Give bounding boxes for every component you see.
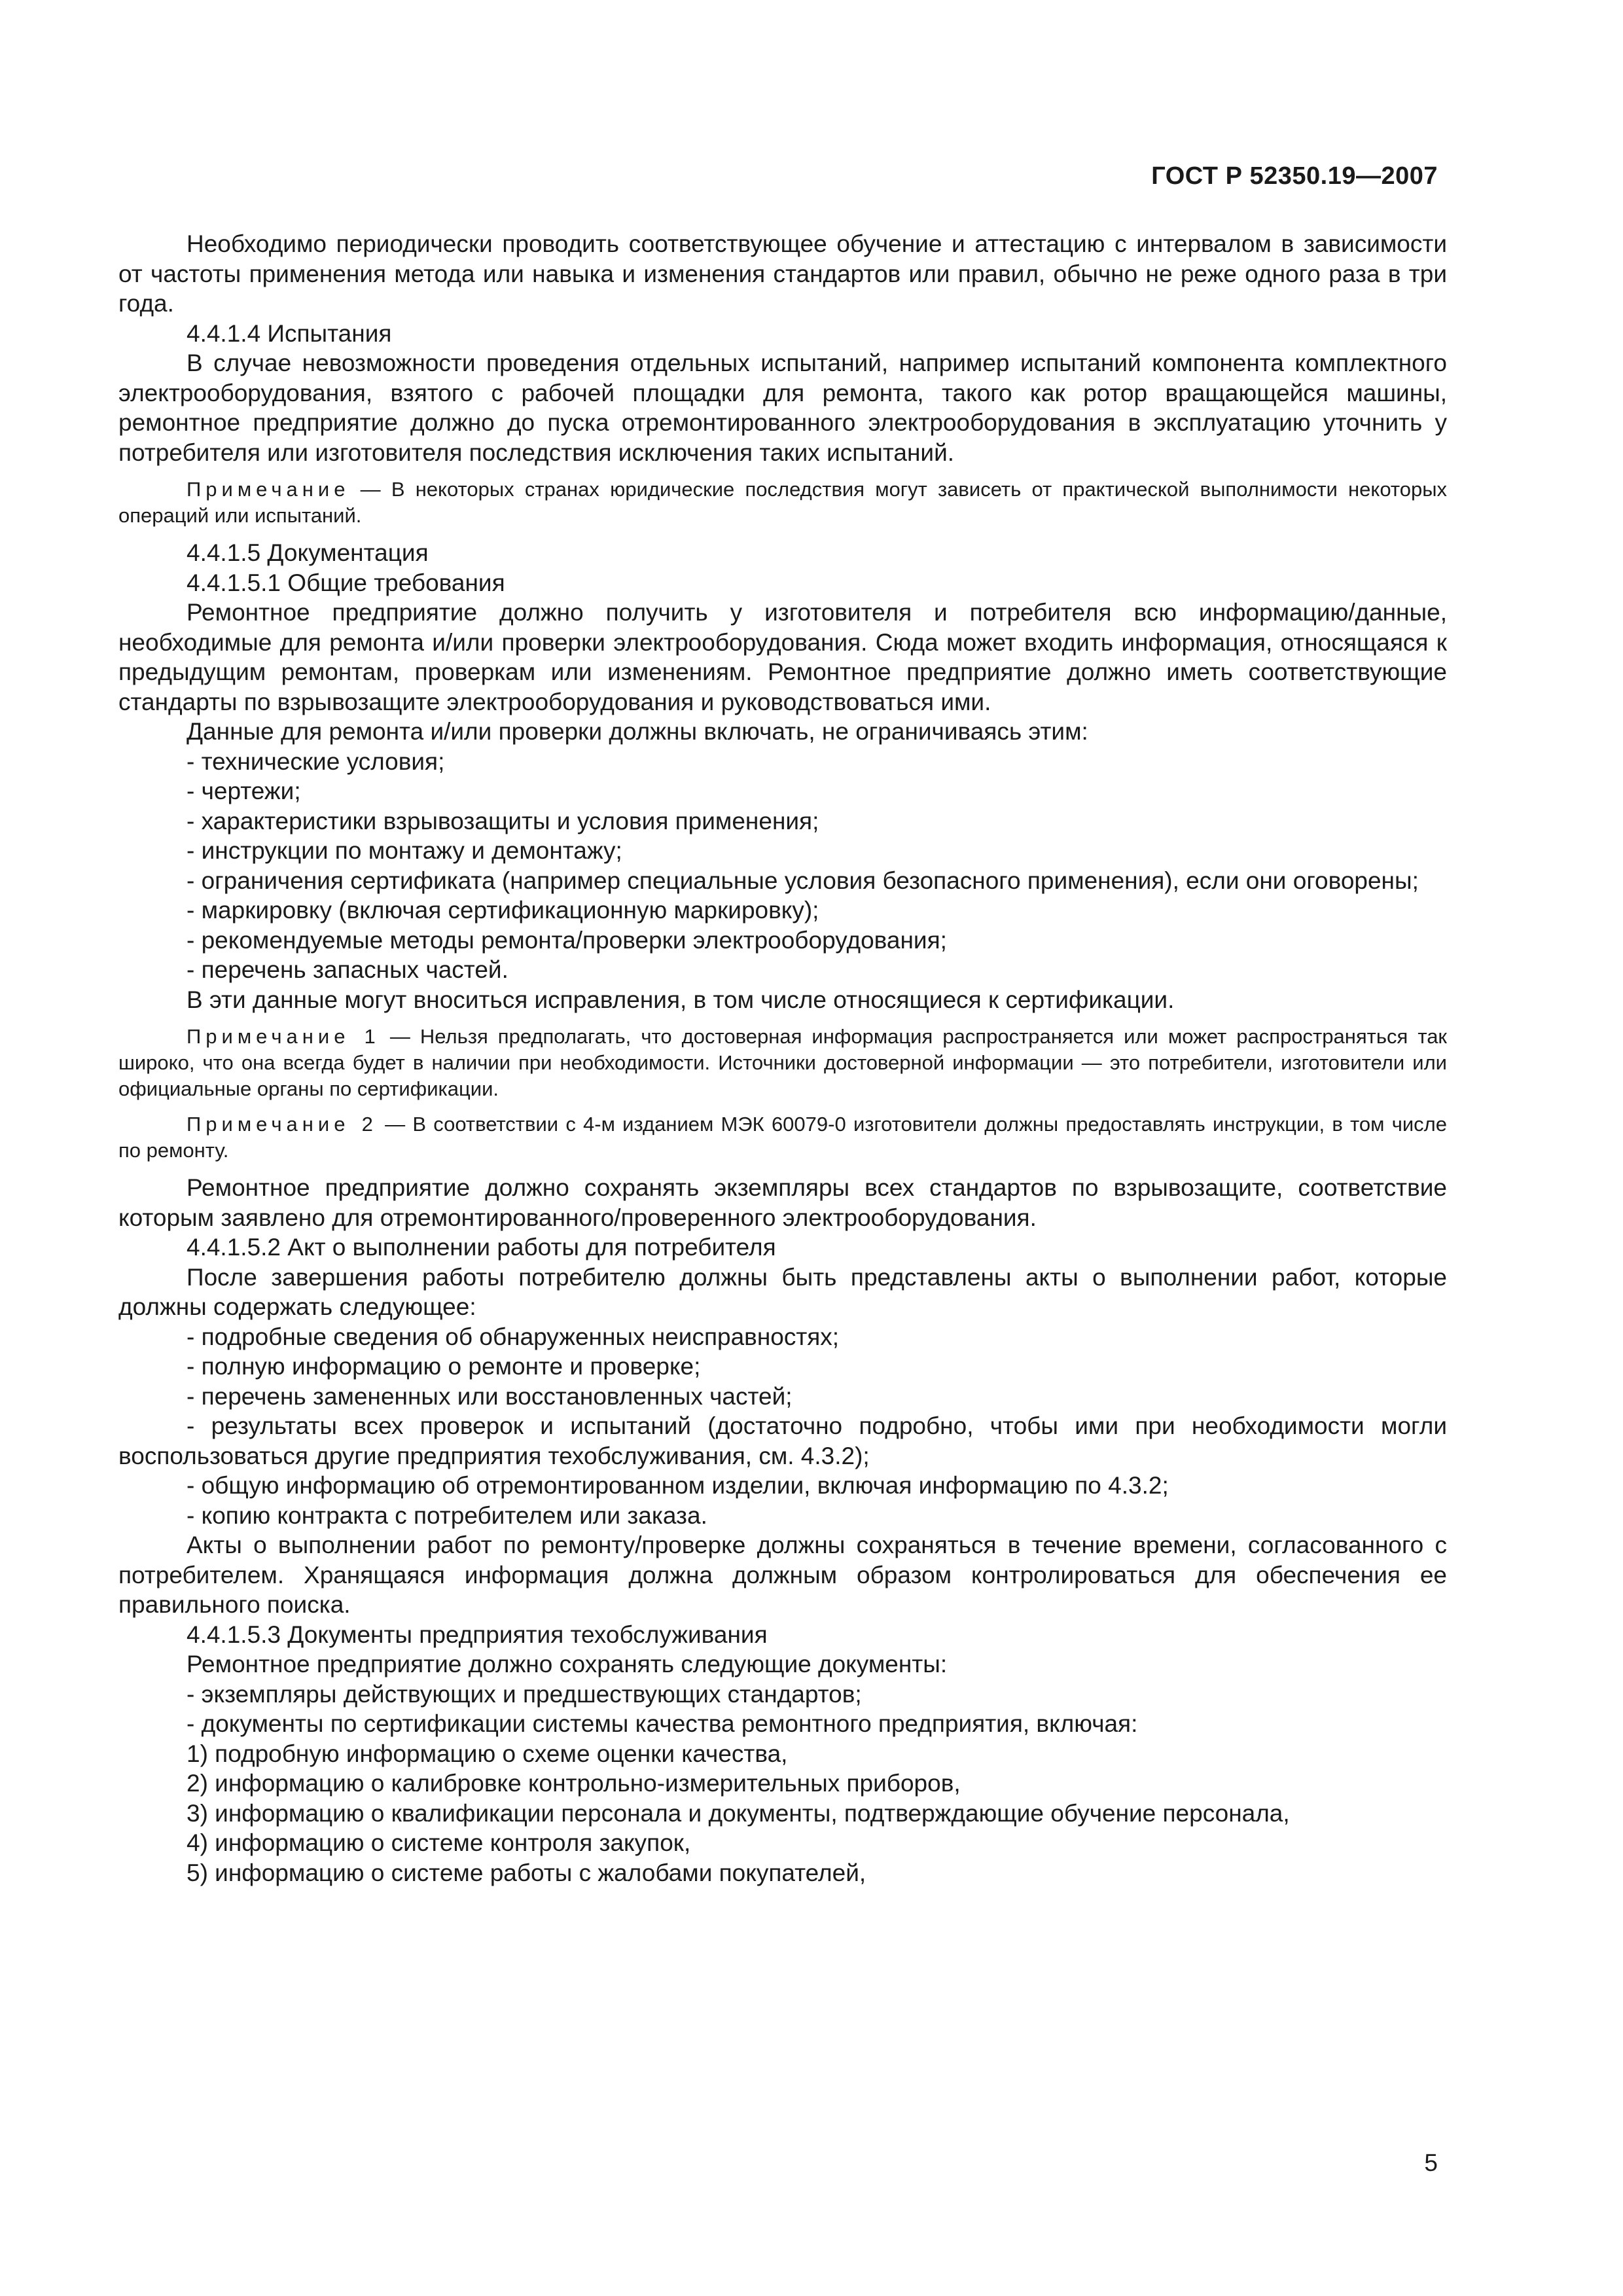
list-item: - результаты всех проверок и испытаний (достаточно подробно, чтобы ими при необходимости могли воспользоваться другие предприятия техобслуживания, см. 4.3.2); (118, 1412, 1447, 1469)
list-item: - общую информацию об отремонтированном изделии, включая информацию по 4.3.2; (187, 1472, 1169, 1499)
list-item: 1) подробную информацию о схеме оценки качества, (187, 1740, 788, 1767)
list-item: 3) информацию о квалификации персонала и документы, подтверждающие обучение персонала, (187, 1799, 1290, 1827)
list-item: 5) информацию о системе работы с жалобами покупателей, (187, 1859, 866, 1886)
note-label: Примечание 1 (187, 1025, 380, 1048)
paragraph: В случае невозможности проведения отдельных испытаний, например испытаний компонента комплектного электрооборудования, взятого с рабочей площадки для ремонта, такого как ротор вращающейся машины, ремонтное предприятие должно до пуска отремонтированного электрооборудования в эксплуатацию уточнить у потребителя или изготовителя последствия исключения таких испытаний. (118, 350, 1447, 466)
section-heading: 4.4.1.5.1 Общие требования (187, 569, 505, 596)
list-item: - чертежи; (187, 778, 301, 804)
section-heading: 4.4.1.5.3 Документы предприятия техобслуживания (187, 1621, 768, 1648)
list-item: - инструкции по монтажу и демонтажу; (187, 837, 622, 864)
list-item: - копию контракта с потребителем или заказа. (187, 1501, 707, 1529)
section-heading: 4.4.1.4 Испытания (187, 319, 392, 347)
note-text: — В соответствии с 4-м изданием МЭК 60079-0 изготовители должны предоставлять инструкции, в том числе по ремонту. (118, 1113, 1447, 1162)
document-code: ГОСТ Р 52350.19—2007 (1151, 162, 1438, 190)
list-item: - полную информацию о ремонте и проверке; (187, 1353, 701, 1380)
section-heading: 4.4.1.5 Документация (187, 539, 429, 566)
list-item: - документы по сертификации системы качества ремонтного предприятия, включая: (187, 1710, 1138, 1737)
note-text: — В некоторых странах юридические последствия могут зависеть от практической выполнимости некоторых операций или испытаний. (118, 478, 1447, 527)
paragraph: В эти данные могут вноситься исправления, в том числе относящиеся к сертификации. (187, 986, 1175, 1013)
paragraph: Ремонтное предприятие должно сохранять экземпляры всех стандартов по взрывозащите, соответствие которым заявлено для отремонтированного/проверенного электрооборудования. (118, 1174, 1447, 1231)
list-item: - характеристики взрывозащиты и условия применения; (187, 807, 819, 834)
list-item: 4) информацию о системе контроля закупок, (187, 1829, 691, 1856)
page-number: 5 (1424, 2149, 1438, 2176)
list-item: - перечень запасных частей. (187, 956, 508, 983)
note-label: Примечание (187, 478, 350, 501)
list-item: - перечень замененных или восстановленных частей; (187, 1382, 793, 1410)
note (118, 476, 1447, 529)
document-body (118, 229, 1447, 1888)
list-item: 2) информацию о калибровке контрольно-измерительных приборов, (187, 1770, 961, 1797)
list-item: - маркировку (включая сертификационную маркировку); (187, 897, 819, 924)
paragraph: Данные для ремонта и/или проверки должны включать, не ограничиваясь этим: (187, 718, 1088, 745)
list-item: - ограничения сертификата (например специальные условия безопасного применения), если они оговорены; (187, 867, 1419, 894)
paragraph: После завершения работы потребителю должны быть представлены акты о выполнении работ, которые должны содержать следующее: (118, 1263, 1447, 1320)
paragraph: Акты о выполнении работ по ремонту/проверке должны сохраняться в течение времени, согласованного с потребителем. Хранящаяся информация должна должным образом контролироваться для обеспечения ее правильного поиска. (118, 1532, 1447, 1618)
paragraph: Ремонтное предприятие должно сохранять следующие документы: (187, 1651, 948, 1677)
paragraph: Ремонтное предприятие должно получить у изготовителя и потребителя всю информацию/данные, необходимые для ремонта и/или проверки электрооборудования. Сюда может входить информация, относящаяся к предыдущим ремонтам, проверкам или изменениям. Ремонтное предприятие должно иметь соответствующие стандарты по взрывозащите электрооборудования и руководствоваться ими. (118, 599, 1447, 715)
list-item: - подробные сведения об обнаруженных неисправностях; (187, 1323, 840, 1350)
note-1 (118, 1024, 1447, 1102)
list-item: - рекомендуемые методы ремонта/проверки электрооборудования; (187, 926, 947, 954)
note-2 (118, 1111, 1447, 1164)
paragraph: Необходимо периодически проводить соответствующее обучение и аттестацию с интервалом в зависимости от частоты применения метода или навыка и изменения стандартов или правил, обычно не реже одного раза в три года. (118, 230, 1447, 317)
section-heading: 4.4.1.5.2 Акт о выполнении работы для потребителя (187, 1234, 776, 1261)
list-item: - экземпляры действующих и предшествующих стандартов; (187, 1680, 862, 1708)
list-item: - технические условия; (187, 747, 445, 775)
note-text: — Нельзя предполагать, что достоверная информация распространяется или может распространяться так широко, что она всегда будет в наличии при необходимости. Источники достоверной информации — это потребители, изготовители или официальные органы по сертификации. (118, 1025, 1447, 1100)
note-label: Примечание 2 (187, 1113, 378, 1136)
